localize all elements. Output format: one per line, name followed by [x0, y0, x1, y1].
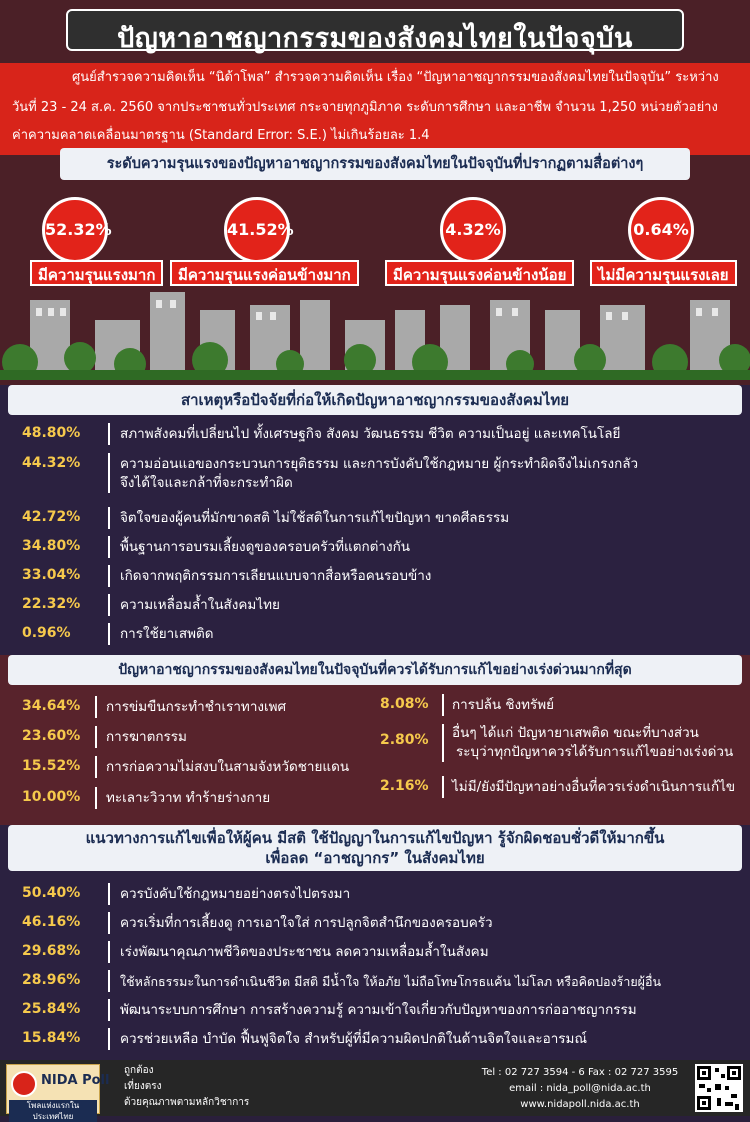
title-banner	[66, 9, 684, 54]
causes-heading: สาเหตุหรือปัจจัยที่ก่อให้เกิดปัญหาอาชญากรรมของสังคมไทย	[8, 385, 742, 415]
cause-text: สภาพสังคมที่เปลี่ยนไป ทั้งเศรษฐกิจ สังคม วัฒนธรรม ชีวิต ความเป็นอยู่ และเทคโนโลยี	[120, 426, 621, 442]
solution-pct: 46.16%	[22, 914, 81, 930]
footer	[0, 1060, 750, 1121]
row-divider	[95, 696, 97, 718]
intro-line-1: ศูนย์สำรวจความคิดเห็น “นิด้าโพล” สำรวจความคิดเห็น เรื่อง “ปัญหาอาชญากรรมของสังคมไทยในปัจจุบัน” ระหว่าง	[72, 70, 719, 85]
intro-line-3: ค่าความคลาดเคลื่อนมาตรฐาน (Standard Error: S.E.) ไม่เกินร้อยละ 1.4	[12, 128, 430, 143]
logo-text: NIDA Poll	[41, 1073, 110, 1088]
urgent-pct: 2.80%	[380, 732, 429, 748]
footer-website: www.nidapoll.nida.ac.th	[520, 1099, 640, 1110]
urgent-text: อื่นๆ ได้แก่ ปัญหายาเสพติด ขณะที่บางส่วน	[452, 725, 699, 741]
urgent-pct: 8.08%	[380, 696, 429, 712]
solution-text: ควรเริ่มที่การเลี้ยงดู การเอาใจใส่ การปลูกจิตสำนึกของครอบครัว	[120, 915, 493, 931]
solution-text: พัฒนาระบบการศึกษา การสร้างความรู้ ความเข้าใจเกี่ยวกับปัญหาของการก่ออาชญากรรม	[120, 1002, 637, 1018]
severity-label-4: ไม่มีความรุนแรงเลย	[590, 260, 737, 286]
cause-pct: 22.32%	[22, 596, 81, 612]
severity-heading: ระดับความรุนแรงของปัญหาอาชญากรรมของสังคมไทยในปัจจุบันที่ปรากฏตามสื่อต่างๆ	[60, 148, 690, 180]
solution-pct: 15.84%	[22, 1030, 81, 1046]
urgent-pct: 2.16%	[380, 778, 429, 794]
solutions-heading-line-1: แนวทางการแก้ไขเพื่อให้ผู้คน มีสติ ใช้ปัญญาในการแก้ไขปัญหา รู้จักผิดชอบชั่วดีให้มากขึ้น	[85, 829, 665, 847]
cause-pct: 34.80%	[22, 538, 81, 554]
footer-email: email : nida_poll@nida.ac.th	[509, 1083, 651, 1094]
urgent-text: การฆาตกรรม	[106, 729, 187, 745]
urgent-pct: 15.52%	[22, 758, 81, 774]
urgent-heading: ปัญหาอาชญากรรมของสังคมไทยในปัจจุบันที่ควรได้รับการแก้ไขอย่างเร่งด่วนมากที่สุด	[8, 655, 742, 685]
solutions-heading	[8, 825, 742, 871]
row-divider	[108, 999, 110, 1021]
solution-text: ใช้หลักธรรมะในการดำเนินชีวิต มีสติ มีน้ำใจ ให้อภัย ไม่ถือโทษโกรธแค้น ไม่โลภ หรือคิดปองร้ายผู้อื่น	[120, 974, 662, 989]
row-divider	[108, 941, 110, 963]
solution-text: ควรบังคับใช้กฎหมายอย่างตรงไปตรงมา	[120, 886, 351, 902]
cause-pct: 0.96%	[22, 625, 71, 641]
row-divider	[108, 970, 110, 992]
urgent-pct: 34.64%	[22, 698, 81, 714]
row-divider	[95, 726, 97, 748]
nida-poll-logo	[6, 1064, 110, 1121]
footer-tag-1: ถูกต้อง	[124, 1065, 154, 1076]
row-divider	[108, 565, 110, 587]
severity-pct-2: 41.52%	[224, 197, 290, 263]
solution-pct: 29.68%	[22, 943, 81, 959]
intro-box	[0, 63, 750, 155]
header-section	[0, 0, 750, 385]
row-divider	[108, 623, 110, 645]
severity-label-3: มีความรุนแรงค่อนข้างน้อย	[385, 260, 574, 286]
severity-pct-3: 4.32%	[440, 197, 506, 263]
cause-text: พื้นฐานการอบรมเลี้ยงดูของครอบครัวที่แตกต่างกัน	[120, 539, 411, 555]
row-divider	[108, 453, 110, 493]
row-divider	[108, 912, 110, 934]
severity-label-2: มีความรุนแรงค่อนข้างมาก	[170, 260, 359, 286]
cause-text: ความอ่อนแอของกระบวนการยุติธรรม และการบังคับใช้กฎหมาย ผู้กระทำผิดจึงไม่เกรงกลัว	[120, 456, 639, 472]
severity-pct-1: 52.32%	[42, 197, 108, 263]
urgent-text: การข่มขืนกระทำชำเราทางเพศ	[106, 699, 287, 715]
solutions-heading-line-2: เพื่อลด “อาชญากร” ในสังคมไทย	[265, 849, 485, 867]
footer-phone: Tel : 02 727 3594 - 6 Fax : 02 727 3595	[481, 1067, 679, 1078]
row-divider	[442, 694, 444, 716]
solution-pct: 25.84%	[22, 1001, 81, 1017]
footer-tag-3: ด้วยคุณภาพตามหลักวิชาการ	[124, 1097, 250, 1108]
solution-pct: 28.96%	[22, 972, 81, 988]
urgent-pct: 23.60%	[22, 728, 81, 744]
solution-pct: 50.40%	[22, 885, 81, 901]
logo-tagline: โพลแห่งแรกในประเทศไทย	[9, 1100, 97, 1122]
cause-text: เกิดจากพฤติกรรมการเลียนแบบจากสื่อหรือคนรอบข้าง	[120, 568, 432, 584]
row-divider	[108, 883, 110, 905]
qr-code-icon	[695, 1064, 743, 1112]
row-divider	[95, 787, 97, 809]
footer-tag-2: เที่ยงตรง	[124, 1081, 162, 1092]
causes-section	[0, 385, 750, 655]
cause-text-cont: จึงได้ใจและกล้าที่จะกระทำผิด	[120, 475, 293, 491]
solution-text: เร่งพัฒนาคุณภาพชีวิตของประชาชน ลดความเหลื่อมล้ำในสังคม	[120, 944, 489, 960]
cause-pct: 33.04%	[22, 567, 81, 583]
solutions-section	[0, 825, 750, 1060]
urgent-text: การก่อความไม่สงบในสามจังหวัดชายแดน	[106, 759, 350, 775]
severity-label-1: มีความรุนแรงมาก	[30, 260, 163, 286]
row-divider	[442, 776, 444, 798]
cause-pct: 48.80%	[22, 425, 81, 441]
cause-text: ความเหลื่อมล้ำในสังคมไทย	[120, 597, 280, 613]
cause-text: การใช้ยาเสพติด	[120, 626, 214, 642]
severity-pct-4: 0.64%	[628, 197, 694, 263]
urgent-section	[0, 655, 750, 825]
row-divider	[108, 594, 110, 616]
urgent-body	[0, 690, 750, 820]
urgent-pct: 10.00%	[22, 789, 81, 805]
cause-pct: 44.32%	[22, 455, 81, 471]
row-divider	[108, 507, 110, 529]
urgent-text: ไม่มี/ยังมีปัญหาอย่างอื่นที่ควรเร่งดำเนินการแก้ไข	[452, 779, 736, 795]
urgent-text: การปล้น ชิงทรัพย์	[452, 697, 555, 713]
cause-text: จิตใจของผู้คนที่มักขาดสติ ไม่ใช้สติในการแก้ไขปัญหา ขาดศีลธรรม	[120, 510, 510, 526]
nida-emblem-icon	[11, 1071, 37, 1097]
urgent-text-cont: ระบุว่าทุกปัญหาควรได้รับการแก้ไขอย่างเร่งด่วน	[456, 744, 734, 760]
cause-pct: 42.72%	[22, 509, 81, 525]
row-divider	[108, 1028, 110, 1050]
intro-line-2: วันที่ 23 - 24 ส.ค. 2560 จากประชาชนทั่วประเทศ กระจายทุกภูมิภาค ระดับการศึกษา และอาชีพ จำนวน 1,250 หน่วยตัวอย่าง	[12, 100, 718, 115]
row-divider	[442, 724, 444, 762]
solution-text: ควรช่วยเหลือ บำบัด ฟื้นฟูจิตใจ สำหรับผู้ที่มีความผิดปกติในด้านจิตใจและอารมณ์	[120, 1031, 587, 1047]
city-skyline-illustration	[0, 280, 750, 380]
urgent-text: ทะเลาะวิวาท ทำร้ายร่างกาย	[106, 790, 271, 806]
row-divider	[95, 756, 97, 778]
page-title: ปัญหาอาชญากรรมของสังคมไทยในปัจจุบัน	[117, 23, 633, 54]
row-divider	[108, 423, 110, 445]
row-divider	[108, 536, 110, 558]
